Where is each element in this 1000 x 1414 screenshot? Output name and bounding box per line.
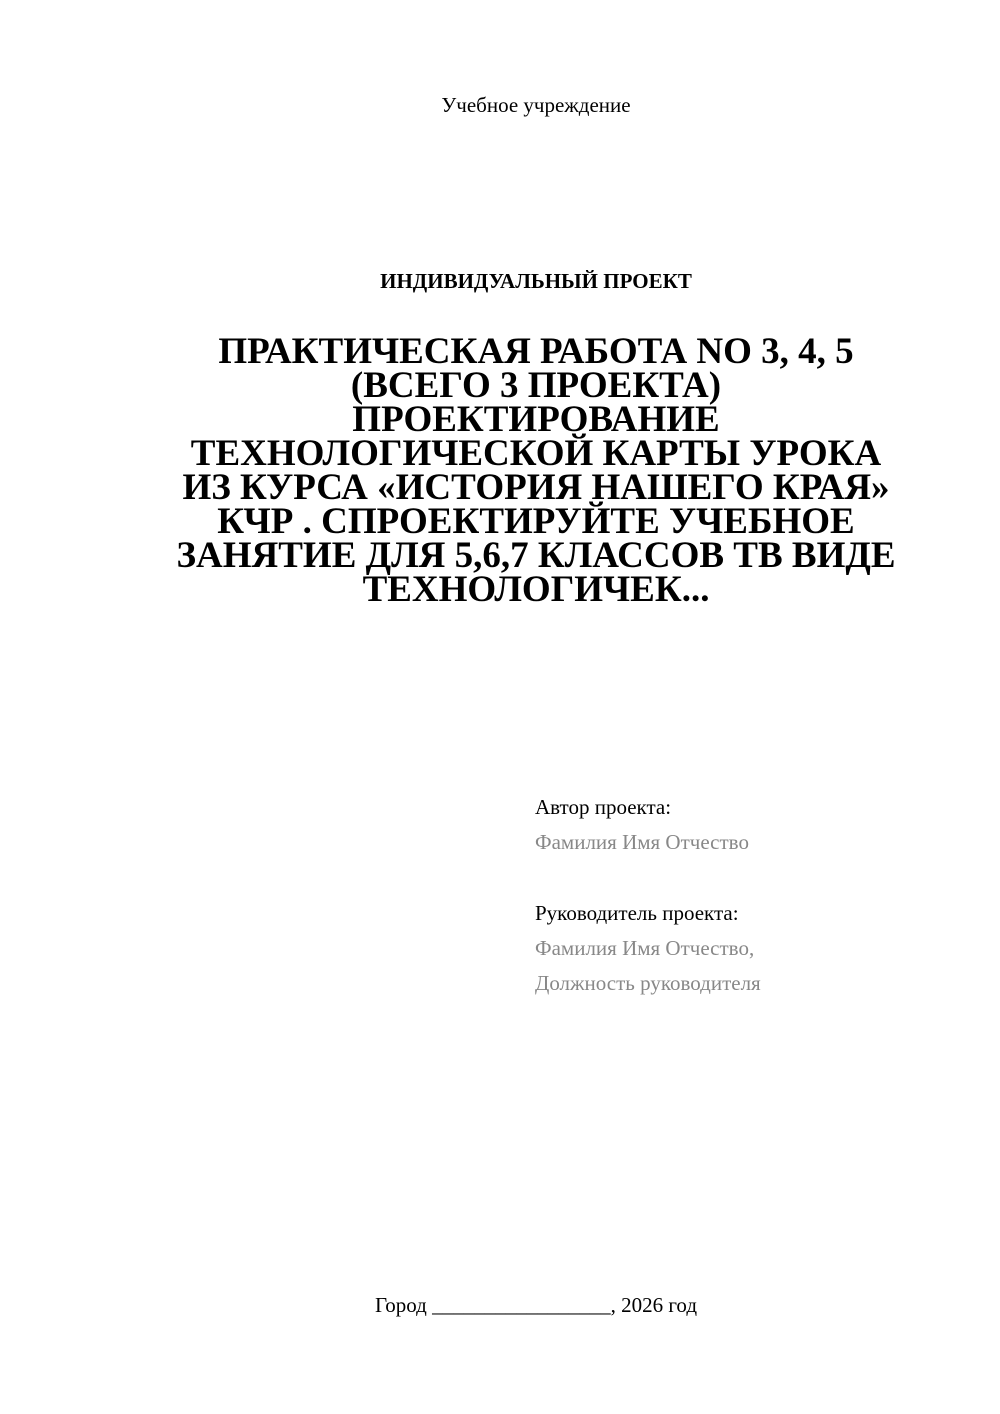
city-year-line: Город _________________, 2026 год [374,1293,698,1317]
title-line: ПРАКТИЧЕСКАЯ РАБОТА NO 3, 4, 5 [218,331,854,372]
title-line: ЗАНЯТИЕ ДЛЯ 5,6,7 КЛАССОВ ТВ ВИДЕ [176,535,896,576]
spacer [535,860,975,896]
title-line: КЧР . СПРОЕКТИРУЙТЕ УЧЕБНОЕ [217,501,855,542]
author-label: Автор проекта: [535,795,672,819]
supervisor-label: Руководитель проекта: [535,901,739,925]
title-line: ТЕХНОЛОГИЧЕСКОЙ КАРТЫ УРОКА [190,433,882,474]
supervisor-position: Должность руководителя [535,971,761,995]
title-line: ПРОЕКТИРОВАНИЕ [352,399,720,440]
author-name: Фамилия Имя Отчество [535,830,749,854]
project-title [140,331,932,610]
project-type-heading: ИНДИВИДУАЛЬНЫЙ ПРОЕКТ [380,269,692,293]
supervisor-name: Фамилия Имя Отчество, [535,936,755,960]
title-line: (ВСЕГО 3 ПРОЕКТА) [350,365,722,406]
title-line: ТЕХНОЛОГИЧЕК... [362,569,710,610]
title-line: ИЗ КУРСА «ИСТОРИЯ НАШЕГО КРАЯ» [182,467,890,508]
institution-name: Учебное учреждение [441,93,631,117]
authors-block [535,790,975,1001]
